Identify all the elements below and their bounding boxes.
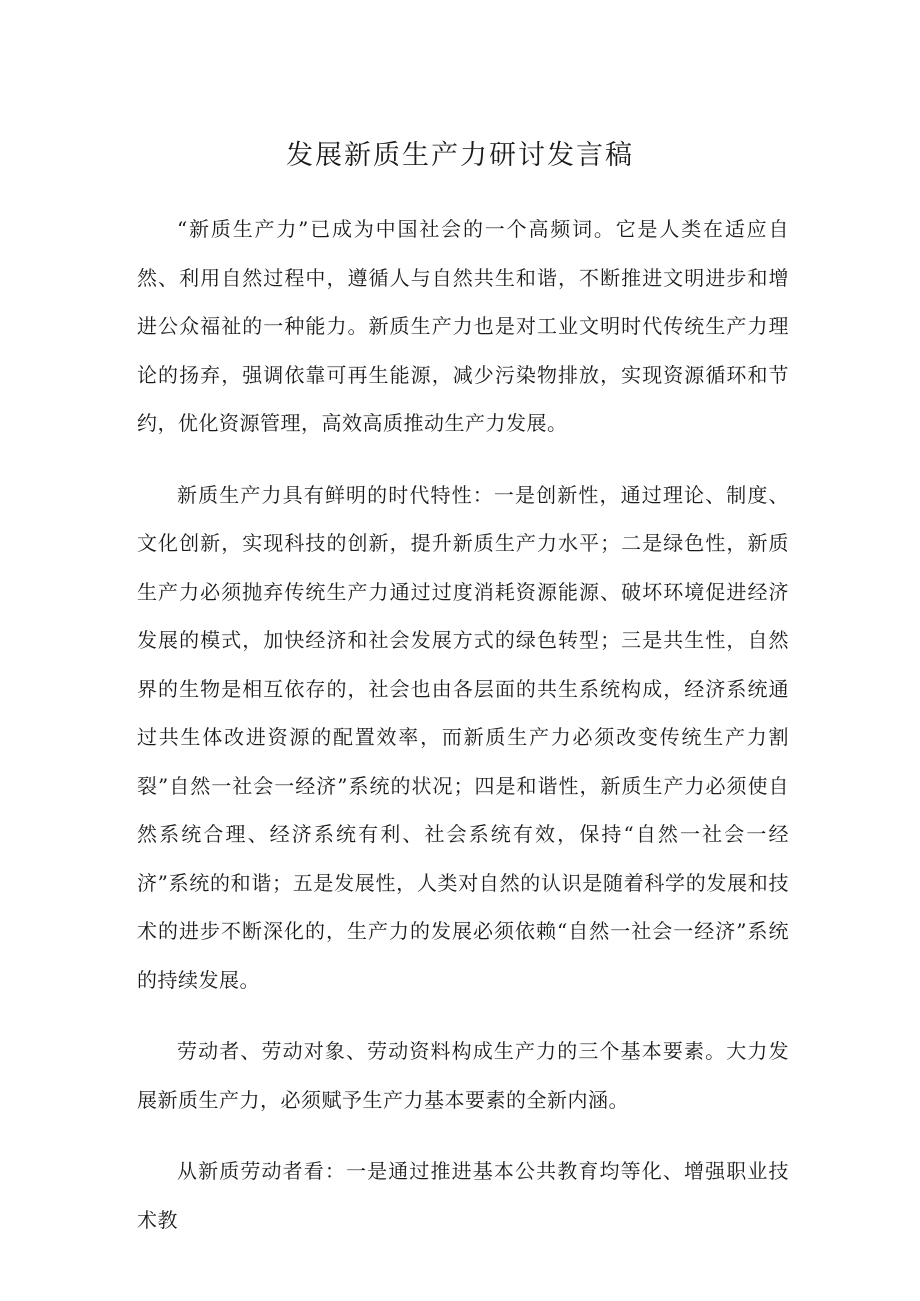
paragraph-4: 从新质劳动者看：一是通过推进基本公共教育均等化、增强职业技术教 xyxy=(137,1159,789,1232)
paragraph-2: 新质生产力具有鲜明的时代特性：一是创新性，通过理论、制度、文化创新，实现科技的创新，提升新质生产力水平；二是绿色性，新质生产力必须抛弃传统生产力通过过度消耗资源能源、破坏环境促进经济发展的模式，加快经济和社会发展方式的绿色转型；三是共生性，自然界的生物是相互依存的，社会也由各层面的共生系统构成，经济系统通过共生体改进资源的配置效率，而新质生产力必须改变传统生产力割裂”自然一社会一经济”系统的状况；四是和谐性，新质生产力必须使自然系统合理、经济系统有利、社会系统有效，保持“自然一社会一经济”系统的和谐；五是发展性，人类对自然的认识是随着科学的发展和技术的进步不断深化的，生产力的发展必须依赖“自然一社会一经济”系统的持续发展。 xyxy=(137,482,789,992)
document-title: 发展新质生产力研讨发言稿 xyxy=(286,140,634,171)
document-body xyxy=(137,205,789,1267)
paragraph-1: “新质生产力”已成为中国社会的一个高频词。它是人类在适应自然、利用自然过程中，遵循人与自然共生和谐，不断推进文明进步和增进公众福祉的一种能力。新质生产力也是对工业文明时代传统生产力理论的扬弃，强调依靠可再生能源，减少污染物排放，实现资源循环和节约，优化资源管理，高效高质推动生产力发展。 xyxy=(137,217,789,435)
paragraph-3: 劳动者、劳动对象、劳动资料构成生产力的三个基本要素。大力发展新质生产力，必须赋予生产力基本要素的全新内涵。 xyxy=(137,1039,789,1112)
